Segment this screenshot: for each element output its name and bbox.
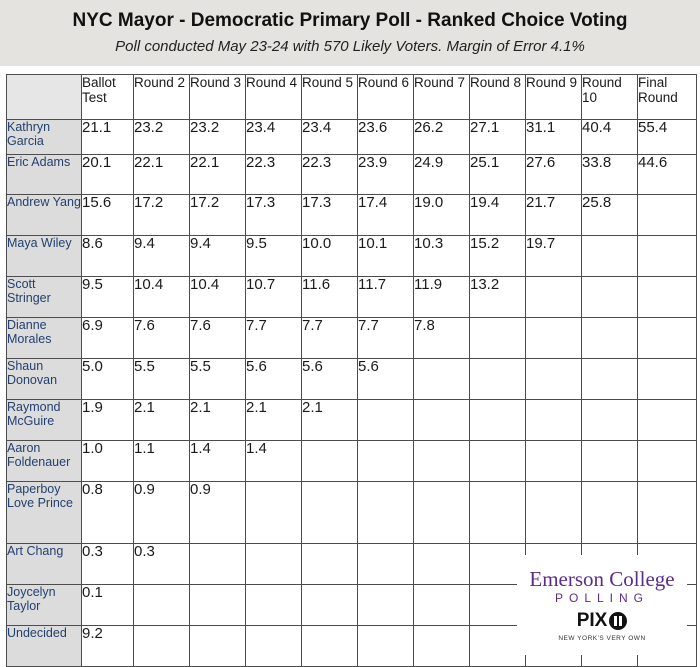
vote-share-cell: 2.1 bbox=[190, 400, 246, 441]
emerson-pix-logo bbox=[517, 555, 687, 655]
vote-share-cell bbox=[414, 441, 470, 482]
vote-share-cell: 1.4 bbox=[246, 441, 302, 482]
vote-share-cell bbox=[190, 626, 246, 667]
table-corner-cell bbox=[7, 75, 82, 120]
vote-share-cell bbox=[358, 400, 414, 441]
vote-share-cell bbox=[134, 585, 190, 626]
vote-share-cell: 1.1 bbox=[134, 441, 190, 482]
vote-share-cell bbox=[190, 585, 246, 626]
candidate-name: Paperboy Love Prince bbox=[7, 482, 82, 544]
table-row bbox=[7, 318, 697, 359]
vote-share-cell bbox=[582, 359, 638, 400]
vote-share-cell bbox=[526, 318, 582, 359]
vote-share-cell bbox=[470, 441, 526, 482]
vote-share-cell: 25.1 bbox=[470, 155, 526, 195]
vote-share-cell bbox=[246, 544, 302, 585]
table-row bbox=[7, 195, 697, 236]
vote-share-cell: 5.6 bbox=[302, 359, 358, 400]
vote-share-cell: 1.9 bbox=[82, 400, 134, 441]
column-header: Round 4 bbox=[246, 75, 302, 120]
vote-share-cell: 9.5 bbox=[246, 236, 302, 277]
vote-share-cell: 11.9 bbox=[414, 277, 470, 318]
vote-share-cell: 1.0 bbox=[82, 441, 134, 482]
vote-share-cell bbox=[638, 236, 697, 277]
vote-share-cell: 25.8 bbox=[582, 195, 638, 236]
vote-share-cell: 8.6 bbox=[82, 236, 134, 277]
vote-share-cell bbox=[638, 318, 697, 359]
vote-share-cell: 5.6 bbox=[246, 359, 302, 400]
vote-share-cell bbox=[526, 400, 582, 441]
candidate-name: Kathryn Garcia bbox=[7, 120, 82, 155]
vote-share-cell bbox=[526, 482, 582, 544]
vote-share-cell: 7.8 bbox=[414, 318, 470, 359]
column-header: Round 9 bbox=[526, 75, 582, 120]
vote-share-cell: 10.3 bbox=[414, 236, 470, 277]
vote-share-cell: 7.6 bbox=[134, 318, 190, 359]
vote-share-cell: 44.6 bbox=[638, 155, 697, 195]
vote-share-cell: 0.3 bbox=[82, 544, 134, 585]
vote-share-cell: 0.1 bbox=[82, 585, 134, 626]
vote-share-cell: 21.7 bbox=[526, 195, 582, 236]
vote-share-cell: 19.4 bbox=[470, 195, 526, 236]
vote-share-cell: 17.2 bbox=[134, 195, 190, 236]
vote-share-cell bbox=[302, 626, 358, 667]
column-header: Round 7 bbox=[414, 75, 470, 120]
vote-share-cell: 17.3 bbox=[302, 195, 358, 236]
candidate-name: Dianne Morales bbox=[7, 318, 82, 359]
vote-share-cell bbox=[638, 482, 697, 544]
vote-share-cell: 2.1 bbox=[246, 400, 302, 441]
vote-share-cell bbox=[414, 585, 470, 626]
vote-share-cell bbox=[470, 400, 526, 441]
logo-tagline: NEW YORK'S VERY OWN bbox=[558, 635, 646, 642]
vote-share-cell bbox=[638, 277, 697, 318]
vote-share-cell: 0.9 bbox=[134, 482, 190, 544]
vote-share-cell: 23.2 bbox=[134, 120, 190, 155]
candidate-name: Undecided bbox=[7, 626, 82, 667]
vote-share-cell: 10.4 bbox=[190, 277, 246, 318]
vote-share-cell bbox=[582, 441, 638, 482]
vote-share-cell bbox=[358, 441, 414, 482]
column-header: Round 3 bbox=[190, 75, 246, 120]
vote-share-cell bbox=[638, 400, 697, 441]
table-row bbox=[7, 441, 697, 482]
logo-subtitle: POLLING bbox=[554, 591, 650, 605]
vote-share-cell bbox=[638, 359, 697, 400]
vote-share-cell: 15.6 bbox=[82, 195, 134, 236]
vote-share-cell: 26.2 bbox=[414, 120, 470, 155]
vote-share-cell: 20.1 bbox=[82, 155, 134, 195]
candidate-name: Eric Adams bbox=[7, 155, 82, 195]
candidate-name: Art Chang bbox=[7, 544, 82, 585]
vote-share-cell bbox=[134, 626, 190, 667]
vote-share-cell bbox=[638, 195, 697, 236]
column-header: Round 6 bbox=[358, 75, 414, 120]
vote-share-cell bbox=[638, 441, 697, 482]
vote-share-cell: 0.8 bbox=[82, 482, 134, 544]
vote-share-cell: 19.7 bbox=[526, 236, 582, 277]
pix-logo-text: PIX bbox=[576, 610, 608, 631]
vote-share-cell: 23.6 bbox=[358, 120, 414, 155]
vote-share-cell: 5.0 bbox=[82, 359, 134, 400]
logo-name: Emerson College bbox=[529, 567, 675, 591]
vote-share-cell: 23.4 bbox=[246, 120, 302, 155]
vote-share-cell: 10.7 bbox=[246, 277, 302, 318]
vote-share-cell: 10.1 bbox=[358, 236, 414, 277]
vote-share-cell bbox=[470, 482, 526, 544]
vote-share-cell: 15.2 bbox=[470, 236, 526, 277]
table-row bbox=[7, 236, 697, 277]
vote-share-cell: 7.7 bbox=[246, 318, 302, 359]
vote-share-cell bbox=[582, 236, 638, 277]
vote-share-cell: 23.2 bbox=[190, 120, 246, 155]
vote-share-cell: 21.1 bbox=[82, 120, 134, 155]
candidate-name: Maya Wiley bbox=[7, 236, 82, 277]
vote-share-cell bbox=[582, 482, 638, 544]
vote-share-cell: 31.1 bbox=[526, 120, 582, 155]
vote-share-cell: 2.1 bbox=[302, 400, 358, 441]
vote-share-cell: 9.4 bbox=[134, 236, 190, 277]
vote-share-cell bbox=[526, 359, 582, 400]
vote-share-cell bbox=[246, 626, 302, 667]
candidate-name: Shaun Donovan bbox=[7, 359, 82, 400]
vote-share-cell: 27.6 bbox=[526, 155, 582, 195]
vote-share-cell: 9.4 bbox=[190, 236, 246, 277]
vote-share-cell: 6.9 bbox=[82, 318, 134, 359]
table-row bbox=[7, 359, 697, 400]
candidate-name: Andrew Yang bbox=[7, 195, 82, 236]
vote-share-cell: 22.1 bbox=[134, 155, 190, 195]
vote-share-cell: 7.7 bbox=[302, 318, 358, 359]
vote-share-cell: 24.9 bbox=[414, 155, 470, 195]
vote-share-cell: 23.9 bbox=[358, 155, 414, 195]
vote-share-cell bbox=[302, 585, 358, 626]
vote-share-cell bbox=[414, 359, 470, 400]
chart-title: NYC Mayor - Democratic Primary Poll - Ranked Choice Voting bbox=[72, 10, 628, 31]
vote-share-cell: 22.3 bbox=[302, 155, 358, 195]
vote-share-cell bbox=[190, 544, 246, 585]
vote-share-cell bbox=[470, 318, 526, 359]
pix11-circle-icon bbox=[609, 612, 627, 630]
column-header: Ballot Test bbox=[82, 75, 134, 120]
vote-share-cell: 10.4 bbox=[134, 277, 190, 318]
vote-share-cell bbox=[582, 318, 638, 359]
vote-share-cell bbox=[414, 626, 470, 667]
candidate-name: Aaron Foldenauer bbox=[7, 441, 82, 482]
vote-share-cell bbox=[246, 482, 302, 544]
vote-share-cell: 11.7 bbox=[358, 277, 414, 318]
vote-share-cell: 33.8 bbox=[582, 155, 638, 195]
vote-share-cell: 7.7 bbox=[358, 318, 414, 359]
vote-share-cell: 23.4 bbox=[302, 120, 358, 155]
vote-share-cell: 19.0 bbox=[414, 195, 470, 236]
vote-share-cell: 2.1 bbox=[134, 400, 190, 441]
vote-share-cell: 7.6 bbox=[190, 318, 246, 359]
vote-share-cell: 55.4 bbox=[638, 120, 697, 155]
vote-share-cell bbox=[358, 626, 414, 667]
header-banner bbox=[0, 0, 700, 66]
vote-share-cell: 17.4 bbox=[358, 195, 414, 236]
vote-share-cell: 27.1 bbox=[470, 120, 526, 155]
vote-share-cell: 5.6 bbox=[358, 359, 414, 400]
vote-share-cell bbox=[582, 277, 638, 318]
vote-share-cell bbox=[302, 441, 358, 482]
candidate-name: Scott Stringer bbox=[7, 277, 82, 318]
pix-logo bbox=[517, 609, 687, 633]
table-row bbox=[7, 400, 697, 441]
vote-share-cell: 22.3 bbox=[246, 155, 302, 195]
vote-share-cell bbox=[358, 544, 414, 585]
vote-share-cell bbox=[526, 277, 582, 318]
vote-share-cell bbox=[358, 585, 414, 626]
vote-share-cell bbox=[246, 585, 302, 626]
vote-share-cell bbox=[470, 359, 526, 400]
column-header: Round 2 bbox=[134, 75, 190, 120]
table-row bbox=[7, 277, 697, 318]
column-header: Round 5 bbox=[302, 75, 358, 120]
candidate-name: Joycelyn Taylor bbox=[7, 585, 82, 626]
vote-share-cell bbox=[526, 441, 582, 482]
chart-subtitle: Poll conducted May 23-24 with 570 Likely Voters. Margin of Error 4.1% bbox=[115, 38, 585, 55]
vote-share-cell: 17.3 bbox=[246, 195, 302, 236]
vote-share-cell bbox=[414, 544, 470, 585]
vote-share-cell: 17.2 bbox=[190, 195, 246, 236]
vote-share-cell: 0.3 bbox=[134, 544, 190, 585]
vote-share-cell bbox=[582, 400, 638, 441]
vote-share-cell: 40.4 bbox=[582, 120, 638, 155]
vote-share-cell bbox=[302, 544, 358, 585]
vote-share-cell bbox=[358, 482, 414, 544]
table-row bbox=[7, 482, 697, 544]
column-header: Round 8 bbox=[470, 75, 526, 120]
vote-share-cell bbox=[414, 400, 470, 441]
vote-share-cell: 10.0 bbox=[302, 236, 358, 277]
vote-share-cell: 5.5 bbox=[134, 359, 190, 400]
candidate-name: Raymond McGuire bbox=[7, 400, 82, 441]
column-header: Round 10 bbox=[582, 75, 638, 120]
vote-share-cell: 11.6 bbox=[302, 277, 358, 318]
vote-share-cell: 1.4 bbox=[190, 441, 246, 482]
table-row bbox=[7, 155, 697, 195]
vote-share-cell: 5.5 bbox=[190, 359, 246, 400]
vote-share-cell: 13.2 bbox=[470, 277, 526, 318]
vote-share-cell: 22.1 bbox=[190, 155, 246, 195]
vote-share-cell bbox=[302, 482, 358, 544]
vote-share-cell: 0.9 bbox=[190, 482, 246, 544]
vote-share-cell bbox=[414, 482, 470, 544]
column-header: Final Round bbox=[638, 75, 697, 120]
table-row bbox=[7, 120, 697, 155]
vote-share-cell: 9.2 bbox=[82, 626, 134, 667]
vote-share-cell: 9.5 bbox=[82, 277, 134, 318]
